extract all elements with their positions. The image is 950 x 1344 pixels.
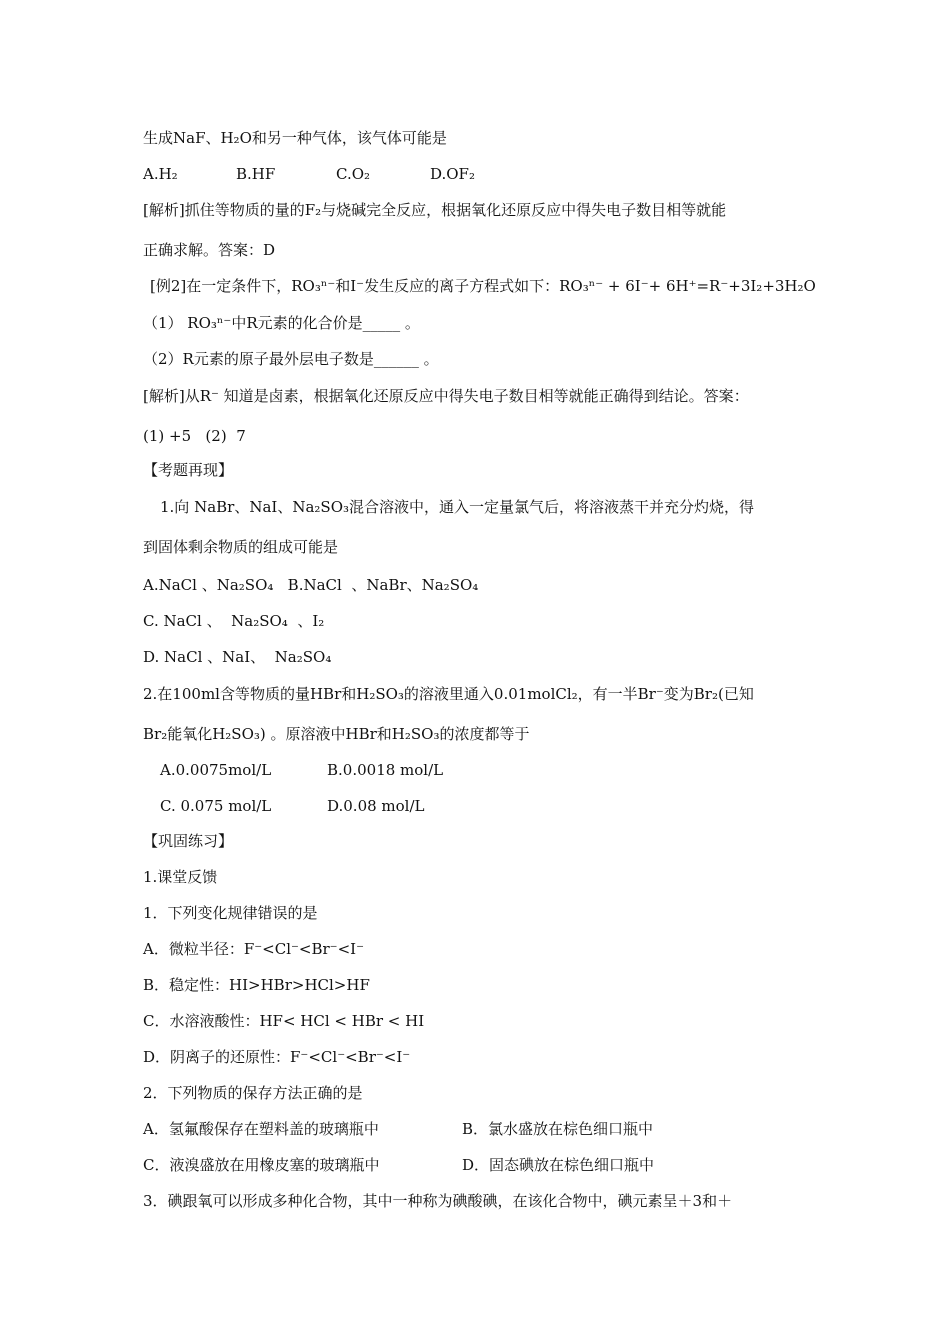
example-2-question-1: （1） RO₃ⁿ⁻中R元素的化合价是_____ 。 bbox=[143, 314, 420, 332]
practice-question-2-option-d: D．固态碘放在棕色细口瓶中 bbox=[462, 1156, 655, 1174]
practice-question-1-option-d: D．阴离子的还原性：F⁻<Cl⁻<Br⁻<I⁻ bbox=[143, 1048, 411, 1066]
exam-question-2-option-c: C. 0.075 mol/L bbox=[160, 797, 272, 815]
practice-question-3: 3．碘跟氧可以形成多种化合物，其中一种称为碘酸碘，在该化合物中，碘元素呈＋3和＋ bbox=[143, 1192, 733, 1210]
exam-question-1: 1.向 NaBr、NaI、Na₂SO₃混合溶液中，通入一定量氯气后，将溶液蒸干并充分灼烧，得 bbox=[160, 498, 755, 516]
practice-question-1-option-c: C．水溶液酸性：HF< HCl < HBr < HI bbox=[143, 1012, 425, 1030]
exam-question-2: 2.在100ml含等物质的量HBr和H₂SO₃的溶液里通入0.01molCl₂，有一半Br⁻变为Br₂(已知 bbox=[143, 685, 754, 703]
option-d: D.OF₂ bbox=[430, 165, 475, 183]
analysis-line-2: [解析]从R⁻ 知道是卤素，根据氧化还原反应中得失电子数目相等就能正确得到结论。答案： bbox=[143, 387, 749, 405]
exam-question-1-option-d: D. NaCl 、NaI、 Na₂SO₄ bbox=[143, 648, 332, 666]
practice-question-2-option-b: B．氯水盛放在棕色细口瓶中 bbox=[462, 1120, 654, 1138]
practice-question-2-option-a: A．氢氟酸保存在塑料盖的玻璃瓶中 bbox=[143, 1120, 379, 1138]
example-2-question-2: （2）R元素的原子最外层电子数是______ 。 bbox=[143, 350, 439, 368]
analysis-answer-line: 正确求解。答案：D bbox=[143, 241, 276, 259]
practice-question-2: 2．下列物质的保存方法正确的是 bbox=[143, 1084, 363, 1102]
exam-question-2-option-a: A.0.0075mol/L bbox=[160, 761, 272, 779]
analysis-line: [解析]抓住等物质的量的F₂与烧碱完全反应，根据氧化还原反应中得失电子数目相等就能 bbox=[143, 201, 727, 219]
exam-question-2-cont: Br₂能氧化H₂SO₃) 。原溶液中HBr和H₂SO₃的浓度都等于 bbox=[143, 725, 530, 743]
exam-question-1-options-ab: A.NaCl 、Na₂SO₄ B.NaCl 、NaBr、Na₂SO₄ bbox=[143, 576, 479, 594]
exam-question-1-cont: 到固体剩余物质的组成可能是 bbox=[143, 538, 339, 556]
answer-line: (1) +5 (2) 7 bbox=[143, 427, 246, 445]
option-a: A.H₂ bbox=[143, 165, 178, 183]
example-2-line: [例2]在一定条件下，RO₃ⁿ⁻和I⁻发生反应的离子方程式如下：RO₃ⁿ⁻ + 6I⁻+ 6H⁺=R⁻+3I₂+3H₂O bbox=[150, 277, 816, 295]
practice-question-2-option-c: C．液溴盛放在用橡皮塞的玻璃瓶中 bbox=[143, 1156, 380, 1174]
practice-question-1-option-b: B．稳定性：HI>HBr>HCl>HF bbox=[143, 976, 370, 994]
exam-question-2-option-b: B.0.0018 mol/L bbox=[327, 761, 444, 779]
section-heading-kaoti: 【考题再现】 bbox=[143, 461, 234, 479]
option-c: C.O₂ bbox=[336, 165, 371, 183]
option-b: B.HF bbox=[236, 165, 276, 183]
practice-question-1: 1．下列变化规律错误的是 bbox=[143, 904, 318, 922]
exam-question-2-option-d: D.0.08 mol/L bbox=[327, 797, 425, 815]
practice-question-1-option-a: A．微粒半径：F⁻<Cl⁻<Br⁻<I⁻ bbox=[143, 940, 365, 958]
classroom-feedback: 1.课堂反馈 bbox=[143, 868, 218, 886]
section-heading-gonggu: 【巩固练习】 bbox=[143, 832, 234, 850]
question-stem-line: 生成NaF、H₂O和另一种气体，该气体可能是 bbox=[143, 129, 447, 147]
exam-question-1-option-c: C. NaCl 、 Na₂SO₄ 、I₂ bbox=[143, 612, 325, 630]
